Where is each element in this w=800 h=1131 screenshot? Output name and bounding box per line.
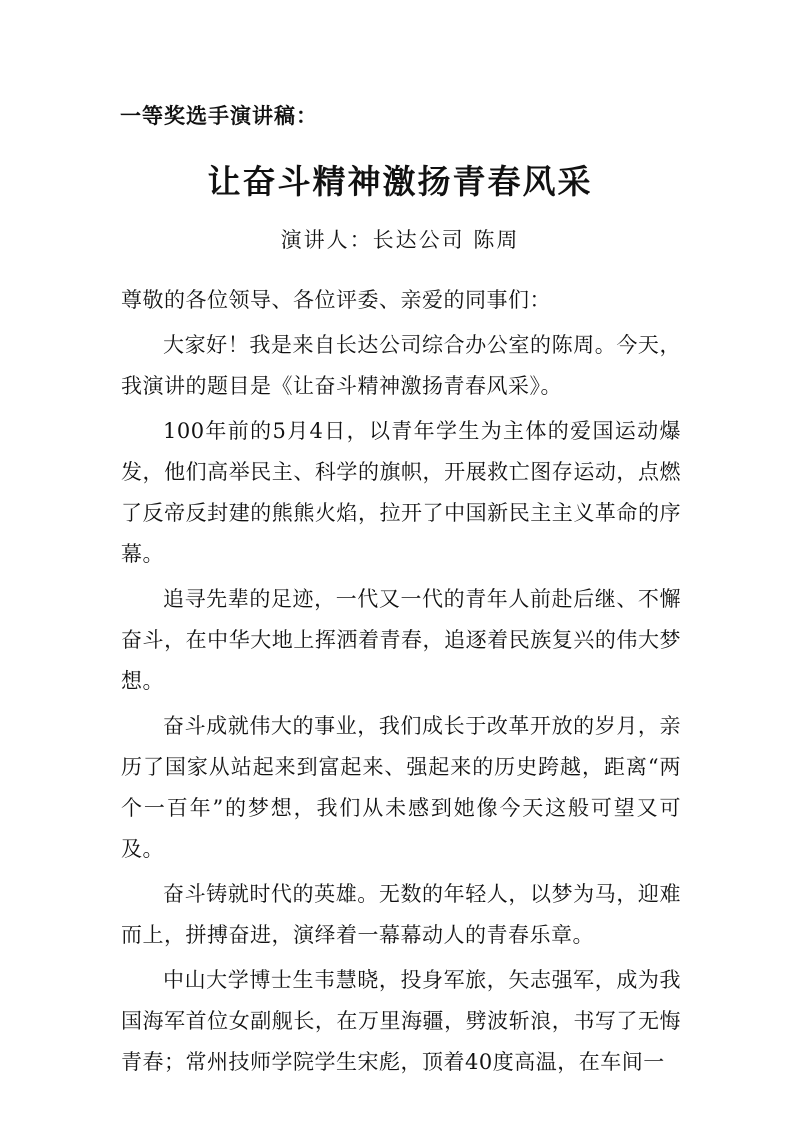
body-paragraph: 奋斗成就伟大的事业，我们成长于改革开放的岁月，亲历了国家从站起来到富起来、强起来的历史跨越，距离“两个一百年”的梦想，我们从未感到她像今天这般可望又可及。 — [121, 714, 681, 861]
speaker-line: 演讲人：长达公司 陈周 — [280, 228, 520, 252]
body-paragraph: 追寻先辈的足迹，一代又一代的青年人前赴后继、不懈奋斗，在中华大地上挥洒着青春，追逐着民族复兴的伟大梦想。 — [121, 587, 681, 693]
body-paragraph: 100年前的5月4日，以青年学生为主体的爱国运动爆发，他们高举民主、科学的旗帜，开展救亡图存运动，点燃了反帝反封建的熊熊火焰，拉开了中国新民主主义革命的序幕。 — [121, 419, 681, 566]
speech-body — [121, 280, 681, 1087]
body-paragraph: 大家好！我是来自长达公司综合办公室的陈周。今天，我演讲的题目是《让奋斗精神激扬青春风采》。 — [121, 333, 681, 398]
speech-title: 让奋斗精神激扬青春风采 — [207, 162, 593, 201]
award-label: 一等奖选手演讲稿： — [120, 104, 318, 128]
salutation: 尊敬的各位领导、各位评委、亲爱的同事们： — [121, 288, 551, 312]
body-paragraph: 中山大学博士生韦慧晓，投身军旅，矢志强军，成为我国海军首位女副舰长，在万里海疆，劈波斩浪，书写了无悔青春；常州技师学院学生宋彪，顶着40度高温，在车间一 — [121, 968, 681, 1074]
body-paragraph: 奋斗铸就时代的英雄。无数的年轻人，以梦为马，迎难而上，拼搏奋进，演绎着一幕幕动人的青春乐章。 — [121, 882, 681, 947]
